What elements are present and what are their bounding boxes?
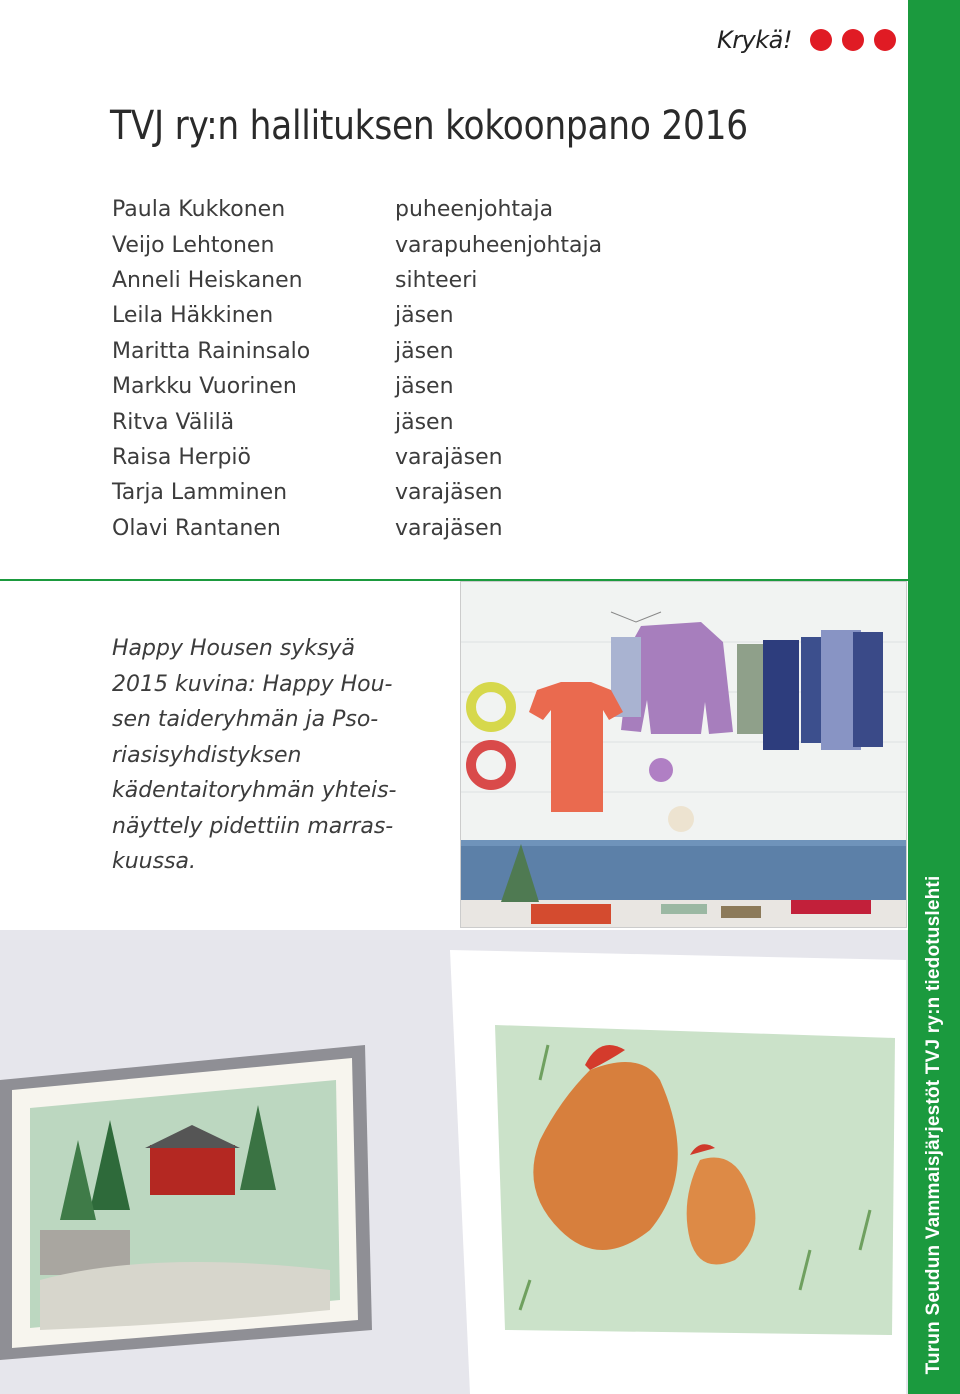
- board-row: [112, 334, 812, 369]
- member-name: Olavi Rantanen: [112, 515, 281, 541]
- red-dot-icon: [842, 29, 864, 51]
- craft-exhibition-photo: [460, 581, 907, 928]
- board-members-list: [112, 192, 812, 546]
- page-title: TVJ ry:n hallituksen kokoonpano 2016: [110, 103, 748, 149]
- caption-line: näyttely pidettiin marras-: [112, 813, 394, 839]
- photo-caption: [112, 631, 442, 880]
- caption-line: sen taideryhmän ja Pso-: [112, 707, 379, 732]
- caption-line: Happy Housen syksyä: [112, 636, 356, 661]
- member-role: jäsen: [395, 338, 454, 364]
- board-row: [112, 440, 812, 475]
- board-row: [112, 192, 812, 227]
- red-dot-icon: [874, 29, 896, 51]
- board-row: [112, 369, 812, 404]
- board-row: [112, 404, 812, 439]
- member-role: sihteeri: [395, 267, 478, 293]
- member-name: Raisa Herpiö: [112, 444, 251, 470]
- member-role: jäsen: [395, 409, 454, 435]
- board-row: [112, 475, 812, 510]
- caption-line: kädentaitoryhmän yhteis-: [112, 778, 397, 803]
- member-name: Paula Kukkonen: [112, 197, 286, 223]
- paintings-photo: [0, 930, 908, 1394]
- board-row: [112, 511, 812, 546]
- member-role: puheenjohtaja: [395, 197, 554, 223]
- caption-line: kuussa.: [112, 849, 197, 874]
- brand-name: Krykä!: [716, 26, 792, 54]
- member-role: varajäsen: [395, 444, 503, 470]
- member-name: Anneli Heiskanen: [112, 267, 303, 293]
- red-dot-icon: [810, 29, 832, 51]
- member-role: varajäsen: [395, 480, 503, 506]
- caption-line: riasisyhdistyksen: [112, 742, 302, 768]
- member-role: jäsen: [395, 374, 454, 400]
- publication-name: Turun Seudun Vammaisjärjestöt TVJ ry:n tiedotuslehti: [923, 875, 944, 1375]
- member-name: Leila Häkkinen: [112, 303, 274, 329]
- member-role: varajäsen: [395, 515, 503, 541]
- board-row: [112, 298, 812, 333]
- board-row: [112, 227, 812, 262]
- member-role: jäsen: [395, 303, 454, 329]
- member-name: Tarja Lamminen: [112, 480, 288, 506]
- member-name: Ritva Välilä: [112, 409, 235, 435]
- board-row: [112, 263, 812, 298]
- caption-line: 2015 kuvina: Happy Hou-: [112, 671, 393, 697]
- brand-header: [717, 26, 896, 54]
- member-name: Markku Vuorinen: [112, 374, 297, 400]
- member-name: Maritta Raininsalo: [112, 338, 311, 364]
- member-role: varapuheenjohtaja: [395, 232, 603, 258]
- member-name: Veijo Lehtonen: [112, 232, 275, 258]
- sidebar-band: [908, 0, 960, 1394]
